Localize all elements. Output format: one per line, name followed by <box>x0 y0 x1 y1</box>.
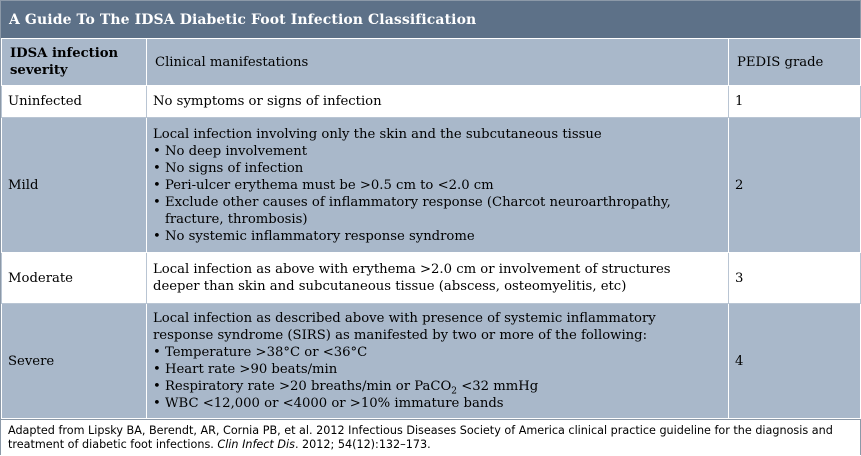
footnote-citation: . 2012; 54(12):132–173. <box>294 438 431 451</box>
table-row <box>2 118 861 253</box>
header-severity: IDSA infection severity <box>2 39 147 86</box>
grade-cell: 2 <box>729 118 861 253</box>
manifestation-bullet: • No signs of infection <box>153 160 304 176</box>
table-row <box>2 304 861 419</box>
severity-cell: Moderate <box>2 253 147 304</box>
manifestation-bullet: • Exclude other causes of inflammatory response (Charcot neuroarthropathy, <box>153 194 671 210</box>
header-row <box>2 39 861 86</box>
manifestation-line: Local infection involving only the skin and the subcutaneous tissue <box>153 126 602 142</box>
grade-cell: 4 <box>729 304 861 419</box>
manifestations-cell <box>147 253 729 304</box>
manifestation-line: deeper than skin and subcutaneous tissue (abscess, osteomyelitis, etc) <box>153 279 627 294</box>
header-grade: PEDIS grade <box>729 39 861 86</box>
severity-cell: Uninfected <box>2 86 147 118</box>
manifestation-line: Local infection as above with erythema >2.0 cm or involvement of structures <box>153 262 671 277</box>
manifestation-line: No symptoms or signs of infection <box>153 94 382 109</box>
manifestations-cell <box>147 304 729 419</box>
table-title: A Guide To The IDSA Diabetic Foot Infection Classification <box>1 1 860 38</box>
paco2-threshold: <32 mmHg <box>457 379 539 394</box>
footnote-journal: Clin Infect Dis <box>217 438 295 451</box>
manifestation-bullet: • Heart rate >90 beats/min <box>153 362 338 377</box>
footnote-text: Adapted from Lipsky BA, Berendt, AR, Cornia PB, et al. 2012 Infectious Diseases Society of America clinical practice guideline for the diagnosis and treatment of diabetic foot infections. <box>8 424 833 451</box>
paco2-subscript: 2 <box>451 386 458 397</box>
manifestation-line: response syndrome (SIRS) as manifested by two or more of the following: <box>153 328 648 343</box>
grade-cell: 1 <box>729 86 861 118</box>
header-manifestations: Clinical manifestations <box>147 39 729 86</box>
grade-cell: 3 <box>729 253 861 304</box>
severity-cell: Mild <box>2 118 147 253</box>
manifestation-line: Local infection as described above with presence of systemic inflammatory <box>153 311 656 326</box>
manifestation-bullet: • Peri-ulcer erythema must be >0.5 cm to <2.0 cm <box>153 177 494 193</box>
manifestations-cell <box>147 118 729 253</box>
manifestation-bullet <box>153 378 722 395</box>
manifestation-bullet: • No systemic inflammatory response syndrome <box>153 228 475 244</box>
severity-cell: Severe <box>2 304 147 419</box>
manifestation-bullet: • WBC <12,000 or <4000 or >10% immature bands <box>153 396 504 411</box>
classification-table <box>1 38 861 419</box>
manifestation-bullet: • No deep involvement <box>153 143 308 159</box>
table-row <box>2 253 861 304</box>
manifestations-cell <box>147 86 729 118</box>
manifestation-bullet: • Temperature >38°C or <36°C <box>153 345 368 360</box>
source-footnote <box>1 419 860 456</box>
table-row <box>2 86 861 118</box>
paco2-text: • Respiratory rate >20 breaths/min or PaCO <box>153 379 452 394</box>
manifestation-bullet-continuation: fracture, thrombosis) <box>165 211 308 227</box>
